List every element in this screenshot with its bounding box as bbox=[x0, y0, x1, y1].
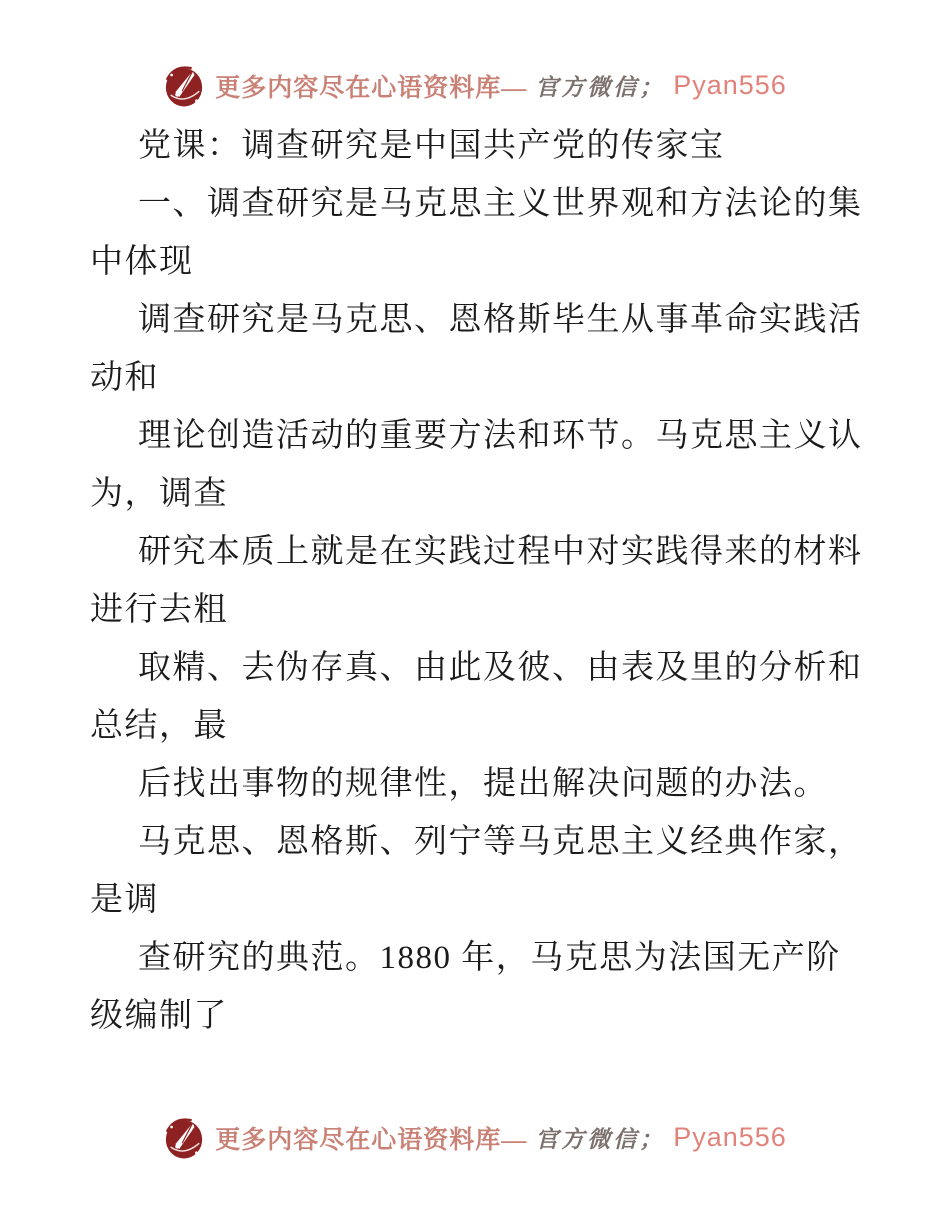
watermark-channel-label: 官方微信； bbox=[535, 75, 666, 100]
text-line-7: 为，调查 bbox=[90, 476, 228, 512]
text-line-9: 进行去粗 bbox=[90, 592, 228, 628]
text-line-15: 查研究的典范。1880 年，马克思为法国无产阶 bbox=[138, 940, 841, 976]
watermark-footer bbox=[0, 1114, 950, 1161]
text-line-13: 马克思、恩格斯、列宁等马克思主义经典作家， bbox=[138, 824, 863, 860]
watermark-channel-label: 官方微信； bbox=[535, 1127, 666, 1152]
brand-logo-icon bbox=[163, 1114, 205, 1161]
text-line-12: 后找出事物的规律性，提出解决问题的办法。 bbox=[138, 766, 828, 802]
watermark-header bbox=[0, 62, 950, 109]
watermark-account: Pyan556 bbox=[673, 1122, 787, 1152]
text-line-heading-1: 一、调查研究是马克思主义世界观和方法论的集 bbox=[138, 186, 863, 222]
brand-logo-icon bbox=[163, 62, 205, 109]
text-line-10: 取精、去伪存真、由此及彼、由表及里的分析和 bbox=[138, 650, 863, 686]
document-body bbox=[90, 117, 870, 1045]
text-line-4: 调查研究是马克思、恩格斯毕生从事革命实践活 bbox=[138, 302, 863, 338]
text-line-3: 中体现 bbox=[90, 244, 194, 280]
watermark-brand-text: 更多内容尽在心语资料库— bbox=[215, 1126, 528, 1154]
text-line-title: 党课：调查研究是中国共产党的传家宝 bbox=[138, 128, 725, 164]
text-line-11: 总结，最 bbox=[90, 708, 228, 744]
watermark-account: Pyan556 bbox=[673, 70, 787, 100]
text-line-14: 是调 bbox=[90, 882, 159, 918]
watermark-brand-text: 更多内容尽在心语资料库— bbox=[215, 74, 528, 102]
text-line-6: 理论创造活动的重要方法和环节。马克思主义认 bbox=[138, 418, 863, 454]
text-line-5: 动和 bbox=[90, 360, 159, 396]
text-line-8: 研究本质上就是在实践过程中对实践得来的材料 bbox=[138, 534, 863, 570]
text-line-16: 级编制了 bbox=[90, 998, 228, 1034]
